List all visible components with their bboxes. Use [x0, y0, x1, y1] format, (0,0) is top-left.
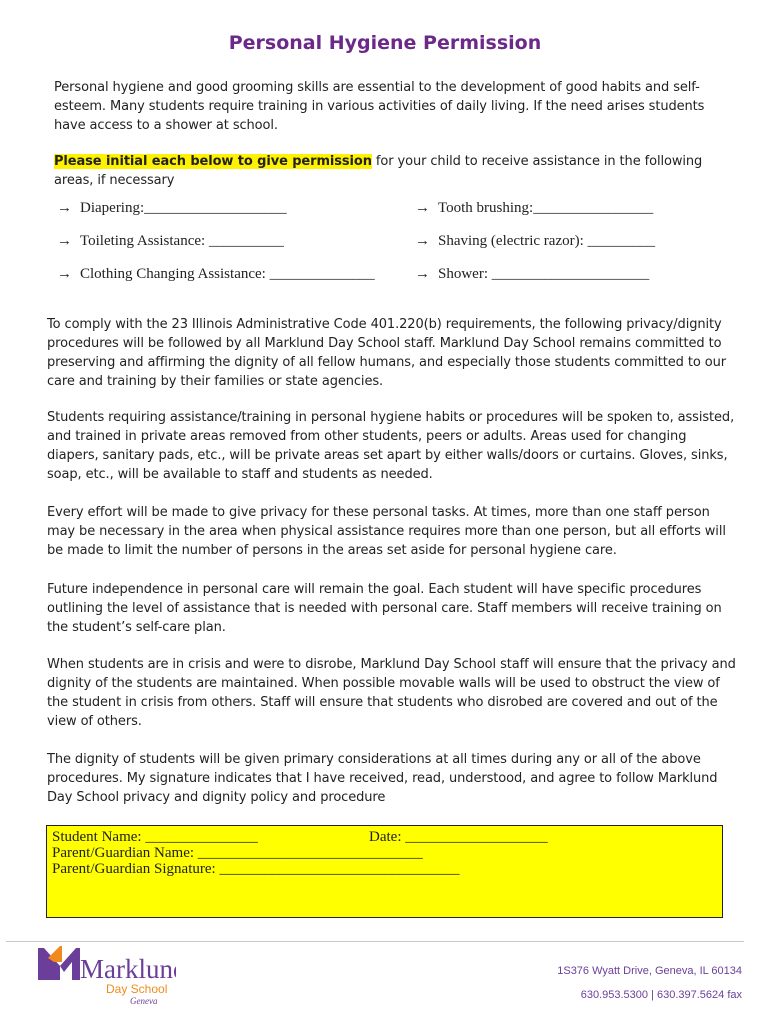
policy-paragraph-4: Future independence in personal care will remain the goal. Each student will have specific procedures outlining the level of assistance that is needed with personal care. Staff members will receive training on the student’s self-care plan. — [47, 582, 722, 635]
intro-paragraph: Personal hygiene and good grooming skills are essential to the development of good habits and self-esteem. Many students require training in various activities of daily living. If the need arises students have access to a shower at school. — [54, 80, 705, 133]
option-label: Shower: _____________________ — [438, 266, 650, 282]
arrow-icon: → — [57, 233, 72, 249]
policy-paragraph-1: To comply with the 23 Illinois Administrative Code 401.220(b) requirements, the following privacy/dignity procedures will be followed by all Marklund Day School staff. Marklund Day School remains committed to preserving and affirming the dignity of all fellow humans, and especially those students committed to our care and training by their families or state agencies. — [47, 317, 726, 389]
option-tooth-brushing[interactable] — [415, 200, 653, 217]
date-field[interactable]: Date: ___________________ — [369, 829, 548, 845]
footer-address: 1S376 Wyatt Drive, Geneva, IL 60134 — [557, 965, 742, 977]
option-label: Toileting Assistance: __________ — [80, 233, 284, 249]
marklund-logo-graphic — [36, 942, 176, 1012]
permission-highlight: Please initial each below to give permission — [54, 154, 372, 169]
arrow-icon: → — [57, 200, 72, 216]
option-label: Shaving (electric razor): _________ — [438, 233, 656, 249]
arrow-icon: → — [57, 266, 72, 282]
option-diapering[interactable] — [57, 200, 287, 217]
policy-paragraph-2: Students requiring assistance/training in personal hygiene habits or procedures will be spoken to, assisted, and trained in private areas removed from other students, peers or adults. Areas used for changing diapers, sanitary pads, etc., will be private areas set apart by either walls/doors or curtains. Gloves, sinks, soap, etc., will be available to staff and students as needed. — [47, 410, 735, 482]
arrow-icon: → — [415, 266, 430, 282]
option-label: Tooth brushing:________________ — [438, 200, 654, 216]
arrow-icon: → — [415, 233, 430, 249]
permission-instruction — [54, 152, 734, 190]
marklund-logo — [36, 942, 176, 1012]
logo-subtitle: Day School — [106, 982, 168, 996]
logo-location: Geneva — [130, 996, 158, 1006]
option-clothing-changing[interactable] — [57, 266, 375, 283]
policy-paragraph-6: The dignity of students will be given primary considerations at all times during any or all of the above procedures. My signature indicates that I have received, read, understood, and agree to follow Marklund Day School privacy and dignity policy and procedure — [47, 752, 718, 805]
footer-phone: 630.953.5300 | 630.397.5624 fax — [580, 989, 742, 1001]
policy-paragraph-5: When students are in crisis and were to disrobe, Marklund Day School staff will ensure that the privacy and dignity of the students are maintained. When possible movable walls will be used to obstruct the view of the student in crisis from others. Staff will ensure that students who disrobed are covered and out of the view of others. — [47, 657, 736, 729]
logo-m-right — [60, 948, 80, 980]
option-shower[interactable] — [415, 266, 649, 283]
signature-box — [46, 825, 723, 918]
parent-name-field[interactable]: Parent/Guardian Name: ______________________________ — [52, 845, 423, 861]
option-toileting[interactable] — [57, 233, 284, 250]
logo-wordmark: Marklund — [80, 954, 176, 984]
policy-paragraph-3: Every effort will be made to give privacy for these personal tasks. At times, more than one staff person may be necessary in the area when physical assistance requires more than one person, but all efforts will be made to limit the number of persons in the areas set aside for personal hygiene care. — [47, 505, 726, 558]
parent-signature-field[interactable]: Parent/Guardian Signature: ________________________________ — [52, 861, 460, 877]
permission-rest: for your child to receive assistance in the following areas, if necessary — [54, 154, 703, 188]
option-shaving[interactable] — [415, 233, 655, 250]
option-label: Clothing Changing Assistance: ______________ — [80, 266, 375, 282]
student-name-field[interactable]: Student Name: _______________ — [52, 829, 258, 845]
arrow-icon: → — [415, 200, 430, 216]
option-label: Diapering:___________________ — [80, 200, 287, 216]
page-title: Personal Hygiene Permission — [228, 32, 542, 54]
